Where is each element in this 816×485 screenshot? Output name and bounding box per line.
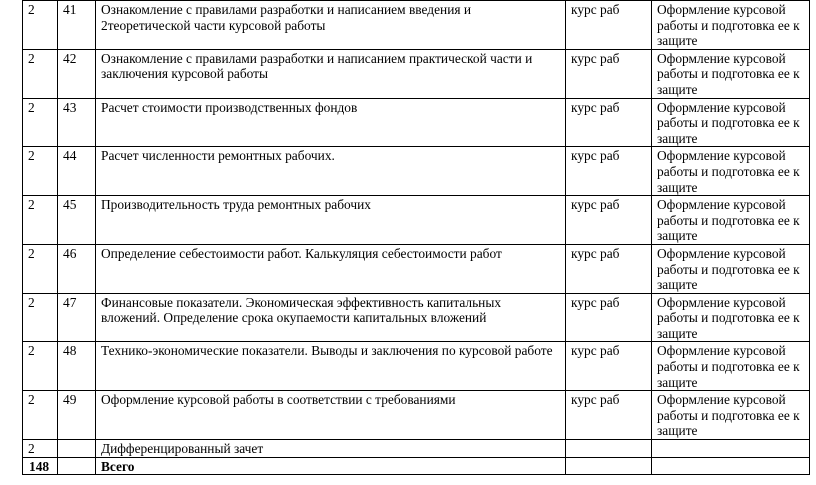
semester-cell: 2 [23, 391, 58, 440]
exam-topic: Дифференцированный зачет [96, 440, 566, 458]
work-type: курс раб [566, 98, 652, 147]
independent-task: Оформление курсовой работы и подготовка ее к защите [652, 147, 810, 196]
total-task-cell [652, 457, 810, 475]
lesson-number: 41 [58, 1, 96, 50]
lesson-topic: Определение себестоимости работ. Калькуляция себестоимости работ [96, 244, 566, 293]
table-row [23, 244, 810, 293]
lesson-topic: Расчет стоимости производственных фондов [96, 98, 566, 147]
work-type: курс раб [566, 1, 652, 50]
semester-cell: 2 [23, 49, 58, 98]
lesson-number: 44 [58, 147, 96, 196]
total-empty-cell [58, 457, 96, 475]
independent-task: Оформление курсовой работы и подготовка ее к защите [652, 391, 810, 440]
table-row [23, 293, 810, 342]
independent-task: Оформление курсовой работы и подготовка ее к защите [652, 244, 810, 293]
lesson-topic: Ознакомление с правилами разработки и написанием практической части и заключения курсовой работы [96, 49, 566, 98]
lesson-number: 45 [58, 196, 96, 245]
independent-task: Оформление курсовой работы и подготовка ее к защите [652, 98, 810, 147]
exam-row [23, 440, 810, 458]
semester-cell: 2 [23, 342, 58, 391]
exam-semester: 2 [23, 440, 58, 458]
table-row [23, 98, 810, 147]
lesson-number: 46 [58, 244, 96, 293]
independent-task: Оформление курсовой работы и подготовка ее к защите [652, 342, 810, 391]
work-type: курс раб [566, 391, 652, 440]
total-label: Всего [96, 457, 566, 475]
table-row [23, 1, 810, 50]
semester-cell: 2 [23, 196, 58, 245]
exam-type-cell [566, 440, 652, 458]
work-type: курс раб [566, 293, 652, 342]
exam-task-cell [652, 440, 810, 458]
lesson-number: 48 [58, 342, 96, 391]
semester-cell: 2 [23, 147, 58, 196]
lesson-number: 43 [58, 98, 96, 147]
lesson-number: 47 [58, 293, 96, 342]
total-hours: 148 [23, 457, 58, 475]
semester-cell: 2 [23, 1, 58, 50]
work-type: курс раб [566, 342, 652, 391]
table-row [23, 196, 810, 245]
independent-task: Оформление курсовой работы и подготовка ее к защите [652, 49, 810, 98]
lesson-topic: Оформление курсовой работы в соответствии с требованиями [96, 391, 566, 440]
independent-task: Оформление курсовой работы и подготовка ее к защите [652, 196, 810, 245]
work-type: курс раб [566, 147, 652, 196]
lesson-topic: Расчет численности ремонтных рабочих. [96, 147, 566, 196]
table-row [23, 49, 810, 98]
study-plan-body [23, 1, 810, 475]
lesson-topic: Финансовые показатели. Экономическая эффективность капитальных вложений. Определение срока окупаемости капитальных вложений [96, 293, 566, 342]
semester-cell: 2 [23, 293, 58, 342]
study-plan-table [22, 0, 810, 475]
work-type: курс раб [566, 49, 652, 98]
lesson-topic: Ознакомление с правилами разработки и написанием введения и 2теоретической части курсовой работы [96, 1, 566, 50]
work-type: курс раб [566, 196, 652, 245]
independent-task: Оформление курсовой работы и подготовка ее к защите [652, 1, 810, 50]
lesson-number: 49 [58, 391, 96, 440]
table-row [23, 342, 810, 391]
work-type: курс раб [566, 244, 652, 293]
table-row [23, 391, 810, 440]
independent-task: Оформление курсовой работы и подготовка ее к защите [652, 293, 810, 342]
lesson-topic: Производительность труда ремонтных рабочих [96, 196, 566, 245]
total-row [23, 457, 810, 475]
total-type-cell [566, 457, 652, 475]
lesson-topic: Технико-экономические показатели. Выводы и заключения по курсовой работе [96, 342, 566, 391]
lesson-number: 42 [58, 49, 96, 98]
semester-cell: 2 [23, 244, 58, 293]
table-row [23, 147, 810, 196]
semester-cell: 2 [23, 98, 58, 147]
exam-number-cell [58, 440, 96, 458]
